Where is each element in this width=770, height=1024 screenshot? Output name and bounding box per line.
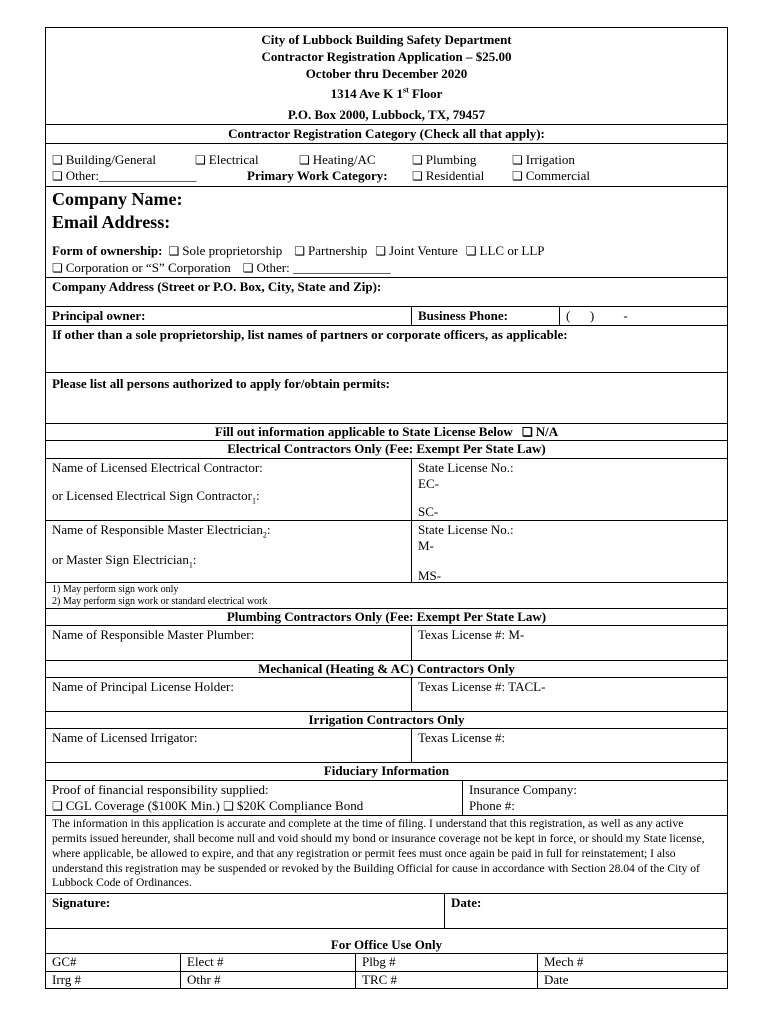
authorized-persons-field[interactable] [46, 373, 727, 424]
registration-form [45, 27, 728, 989]
header-department: City of Lubbock Building Safety Department [261, 32, 512, 47]
irrigation-title: Irrigation Contractors Only [46, 712, 727, 729]
state-license-label-2: State License No.: [418, 521, 514, 537]
master-sign-electrician-label: or Master Sign Electrician$_1$: [52, 552, 197, 570]
checkbox-electrical[interactable]: ❏ Electrical [195, 152, 299, 168]
checkbox-na[interactable]: ❏ N/A [522, 424, 558, 439]
irrigator-license-field[interactable]: Texas License #: [411, 729, 727, 762]
ec-prefix: EC- [418, 475, 439, 491]
date-field[interactable]: Date: [444, 894, 727, 928]
category-title: Contractor Registration Category (Check all that apply): [46, 125, 727, 144]
irrigation-row [46, 729, 727, 763]
company-section [46, 187, 727, 278]
checkbox-llc-llp[interactable]: ❏ LLC or LLP [466, 243, 545, 259]
sc-prefix: SC- [418, 504, 439, 520]
insurance-phone-field[interactable]: Phone #: [469, 797, 515, 813]
master-electrician-label: Name of Responsible Master Electrician$_2$: [52, 521, 271, 540]
electrical-title: Electrical Contractors Only (Fee: Exempt Per State Law) [46, 441, 727, 458]
authorized-persons-label: Please list all persons authorized to apply for/obtain permits: [52, 376, 390, 392]
plumbing-row [46, 626, 727, 661]
electrical-notes [46, 583, 727, 609]
note-2: 2) May perform sign work or standard electrical work [52, 595, 268, 607]
checkbox-other-category[interactable]: ❏ Other:_______________ [52, 168, 247, 184]
company-address-field[interactable] [46, 278, 727, 307]
header-period: October thru December 2020 [305, 66, 468, 82]
master-plumber-field[interactable]: Name of Responsible Master Plumber: [52, 626, 255, 642]
certification-statement: The information in this application is accurate and complete at the time of filing. I understand that this registration, as well as any active permits issued hereunder, shall become null and void should my bond or insurance coverage not be kept in force, or should my State license, where applicable, be allowed to expire, and that any registration or permit fees must once again be paid in full for reinstatement; I also understand this registration may be suspended or revoked by the Building Official for cause in accordance with Section 28.04 of the City of Lubbock Code of Ordinances. [46, 816, 727, 894]
office-elect-cell[interactable]: Elect # [181, 954, 356, 971]
checkbox-heating-ac[interactable]: ❏ Heating/AC [299, 152, 412, 168]
electrical-contractor-row [46, 459, 727, 521]
proof-label: Proof of financial responsibility supplied: [52, 781, 269, 797]
office-trc-cell[interactable]: TRC # [356, 972, 538, 988]
header-street-address: 1314 Ave K 1st Floor [330, 86, 443, 102]
signature-field[interactable]: Signature: [52, 895, 111, 911]
business-phone-label: Business Phone: [411, 307, 559, 325]
mechanical-row [46, 678, 727, 712]
mechanical-title: Mechanical (Heating & AC) Contractors Only [46, 661, 727, 678]
fiduciary-title: Fiduciary Information [46, 763, 727, 780]
master-electrician-field[interactable] [46, 521, 411, 582]
email-address-label[interactable]: Email Address: [52, 211, 171, 232]
principal-owner-field[interactable]: Principal owner: [52, 307, 146, 323]
ms-prefix: MS- [418, 568, 442, 584]
checkbox-building-general[interactable]: ❏ Building/General [52, 152, 195, 168]
header-po-box: P.O. Box 2000, Lubbock, TX, 79457 [287, 106, 486, 122]
licensed-irrigator-field[interactable]: Name of Licensed Irrigator: [52, 730, 198, 746]
fiduciary-row [46, 781, 727, 817]
form-header [46, 28, 727, 125]
state-license-label: State License No.: [418, 459, 514, 475]
checkbox-plumbing[interactable]: ❏ Plumbing [412, 152, 512, 168]
m-prefix: M- [418, 537, 434, 553]
checkbox-residential[interactable]: ❏ Residential [412, 168, 512, 184]
partners-officers-label: If other than a sole proprietorship, list names of partners or corporate officers, as applicable: [52, 327, 568, 343]
office-plbg-cell[interactable]: Plbg # [356, 954, 538, 971]
partners-officers-field[interactable] [46, 326, 727, 373]
insurance-cell [462, 781, 727, 816]
signature-row [46, 894, 727, 929]
electrical-contractor-field[interactable] [46, 459, 411, 520]
ownership-label: Form of ownership: [52, 243, 163, 259]
note-1: 1) May perform sign work only [52, 583, 179, 595]
principal-phone-row [46, 307, 727, 326]
financial-responsibility-cell [46, 781, 462, 816]
company-address-label: Company Address (Street or P.O. Box, City, State and Zip): [52, 278, 382, 294]
principal-license-holder-field[interactable]: Name of Principal License Holder: [52, 679, 234, 695]
insurance-company-field[interactable]: Insurance Company: [469, 781, 577, 797]
checkbox-commercial[interactable]: ❏ Commercial [512, 168, 590, 184]
office-use-section [46, 929, 727, 988]
company-name-label[interactable]: Company Name: [52, 188, 183, 209]
tacl-license-field[interactable]: Texas License #: TACL- [411, 678, 727, 711]
header-application-title: Contractor Registration Application – $25.00 [261, 49, 512, 65]
master-license-field[interactable] [411, 521, 727, 582]
plumber-license-field[interactable]: Texas License #: M- [411, 626, 727, 660]
office-use-title: For Office Use Only [46, 937, 727, 954]
category-options [46, 144, 727, 187]
office-gc-cell[interactable]: GC# [46, 954, 181, 971]
master-electrician-row [46, 521, 727, 583]
electrical-license-field[interactable] [411, 459, 727, 520]
state-license-title: Fill out information applicable to State License Below ❏ N/A [46, 424, 727, 441]
checkbox-corporation[interactable]: ❏ Corporation or “S” Corporation [52, 260, 231, 276]
office-irrg-cell[interactable]: Irrg # [46, 972, 181, 988]
checkbox-other-ownership[interactable]: ❏ Other: _______________ [243, 260, 391, 276]
business-phone-field[interactable]: ( ) - [559, 307, 727, 325]
office-mech-cell[interactable]: Mech # [538, 954, 727, 971]
plumbing-title: Plumbing Contractors Only (Fee: Exempt Per State Law) [46, 609, 727, 626]
primary-work-category-label: Primary Work Category: [247, 168, 388, 184]
office-othr-cell[interactable]: Othr # [181, 972, 356, 988]
checkbox-irrigation[interactable]: ❏ Irrigation [512, 152, 575, 168]
checkbox-partnership[interactable]: ❏ Partnership [294, 243, 367, 259]
electrical-contractor-label: Name of Licensed Electrical Contractor: [52, 459, 263, 475]
checkbox-sole-proprietorship[interactable]: ❏ Sole proprietorship [169, 243, 283, 259]
checkbox-compliance-bond[interactable]: ❏ $20K Compliance Bond [223, 798, 363, 813]
sign-contractor-label: or Licensed Electrical Sign Contractor$_1$: [52, 487, 260, 506]
office-use-grid [46, 954, 727, 988]
office-date-cell[interactable]: Date [544, 971, 569, 987]
checkbox-cgl-coverage[interactable]: ❏ CGL Coverage ($100K Min.) [52, 798, 220, 813]
checkbox-joint-venture[interactable]: ❏ Joint Venture [375, 243, 458, 259]
